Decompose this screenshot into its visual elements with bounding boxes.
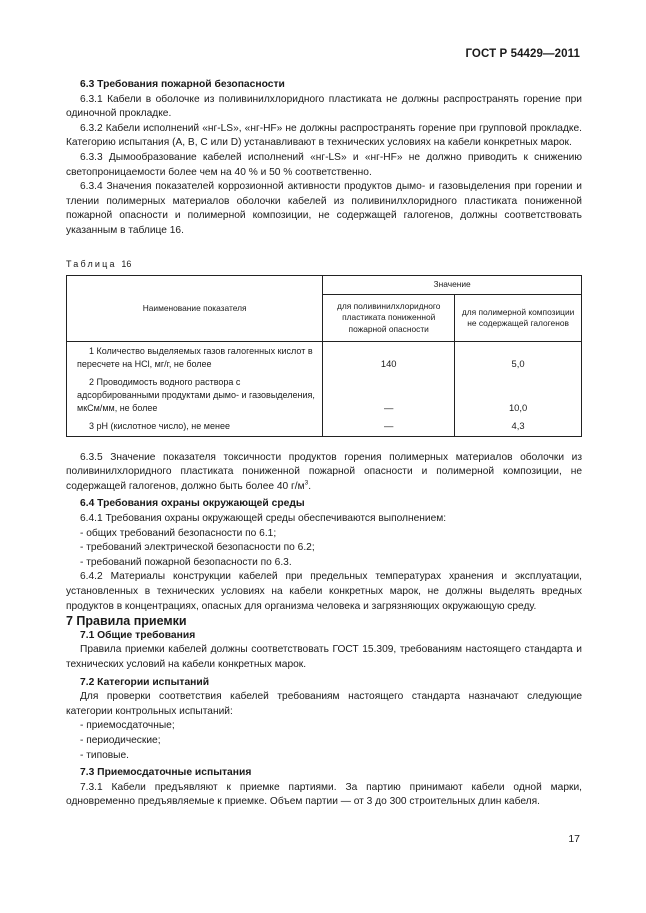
list-item: - приемосдаточные; — [80, 720, 175, 732]
table-row — [67, 373, 582, 417]
header-indicator-name: Наименование показателя — [67, 276, 323, 342]
paragraph-6-3-1: 6.3.1 Кабели в оболочке из поливинилхлоридного пластиката не должны распространять горение при одиночной прокладке. — [66, 93, 582, 120]
table-caption-number: 16 — [121, 258, 132, 269]
paragraph-6-3-5-end: . — [308, 480, 312, 492]
unit-superscript: 3 — [304, 479, 309, 487]
list-item: - типовые. — [80, 749, 129, 761]
section-7-3-title: 7.3 Приемосдаточные испытания — [80, 767, 252, 779]
list-item: - требований пожарной безопасности по 6.3. — [80, 556, 292, 568]
list-item: - общих требований безопасности по 6.1; — [80, 527, 277, 539]
table-row — [67, 342, 582, 374]
row-pvc-value: 140 — [323, 342, 455, 374]
row-polymer-value: 10,0 — [455, 373, 582, 417]
paragraph-7-3-1: 7.3.1 Кабели предъявляют к приемке партиями. За партию принимают кабели одной марки, одновременно предъявляемые к приемке. Объем партии — от 3 до 300 строительных длин кабеля. — [66, 781, 582, 808]
table-header-row — [67, 276, 582, 295]
paragraph-6-3-5-text: 6.3.5 Значение показателя токсичности продуктов горения полимерных материалов оболочки из поливинилхлоридного пластиката пониженной пожарной опасности и полимерной композиции, не содержащей галогенов, должно быть более 40 г/м — [66, 451, 582, 492]
section-6-3-title: 6.3 Требования пожарной безопасности — [80, 79, 285, 90]
paragraph-6-3-2: 6.3.2 Кабели исполнений «нг-LS», «нг-HF» не должны распространять горение при групповой прокладке. Категорию испытания (A, B, C или D) устанавливают в технических условиях на кабели конкретных марок. — [66, 122, 582, 149]
list-item: - требований электрической безопасности по 6.2; — [80, 542, 315, 554]
section-6-4-title: 6.4 Требования охраны окружающей среды — [80, 498, 305, 510]
paragraph-6-3-4: 6.3.4 Значения показателей коррозионной активности продуктов дымо- и газовыделения при горении и тлении полимерных материалов оболочки кабелей из поливинилхлоридного пластиката пониженной пожарной опасности и полимерной композиции, не содержащей галогенов, должны соответствовать указанным в таблице 16. — [66, 181, 582, 236]
paragraph-6-4-1: 6.4.1 Требования охраны окружающей среды обеспечиваются выполнением: — [80, 513, 447, 525]
table-caption-word: Таблица — [66, 258, 117, 269]
paragraph-6-3-5 — [66, 451, 582, 495]
section-7-title: 7 Правила приемки — [66, 614, 187, 629]
header-value: Значение — [323, 276, 582, 295]
header-polymer: для полимерной композиции не содержащей галогенов — [455, 295, 582, 342]
row-name: 3 pH (кислотное число), не менее — [67, 417, 323, 436]
table-caption — [66, 257, 582, 272]
section-7-2-title: 7.2 Категории испытаний — [80, 676, 210, 688]
row-polymer-value: 4,3 — [455, 417, 582, 436]
list-item: - периодические; — [80, 734, 161, 746]
paragraph-6-3-3: 6.3.3 Дымообразование кабелей исполнений «нг-LS» и «нг-HF» не должно приводить к снижению светопроницаемости более чем на 40 % и 50 % соответственно. — [66, 151, 582, 178]
table-16 — [66, 275, 582, 437]
table-row — [67, 417, 582, 436]
row-pvc-value: — — [323, 417, 455, 436]
row-name: 1 Количество выделяемых газов галогенных кислот в пересчете на HCl, мг/г, не более — [67, 342, 323, 374]
paragraph-6-4-2: 6.4.2 Материалы конструкции кабелей при предельных температурах хранения и эксплуатации, установленных в технических условиях на кабели конкретных марок, не должны выделять вредных продуктов в концентрациях, опасных для организма человека и загрязняющих окружающую среду. — [66, 571, 582, 612]
row-name: 2 Проводимость водного раствора с адсорбированными продуктами дымо- и газовыделения, мкСм/мм, не более — [67, 373, 323, 417]
paragraph-7-2: Для проверки соответствия кабелей требованиям настоящего стандарта назначают следующие категории контрольных испытаний: — [66, 691, 582, 717]
document-header: ГОСТ Р 54429—2011 — [465, 48, 580, 60]
page-content — [66, 78, 582, 810]
section-7-1-title: 7.1 Общие требования — [80, 629, 196, 641]
page-number: 17 — [568, 833, 580, 845]
row-pvc-value: — — [323, 373, 455, 417]
row-polymer-value: 5,0 — [455, 342, 582, 374]
paragraph-7-1: Правила приемки кабелей должны соответствовать ГОСТ 15.309, требованиям настоящего стандарта и технических условий на кабели конкретных марок. — [66, 644, 582, 670]
header-pvc: для поливинилхлоридного пластиката пониженной пожарной опасности — [323, 295, 455, 342]
